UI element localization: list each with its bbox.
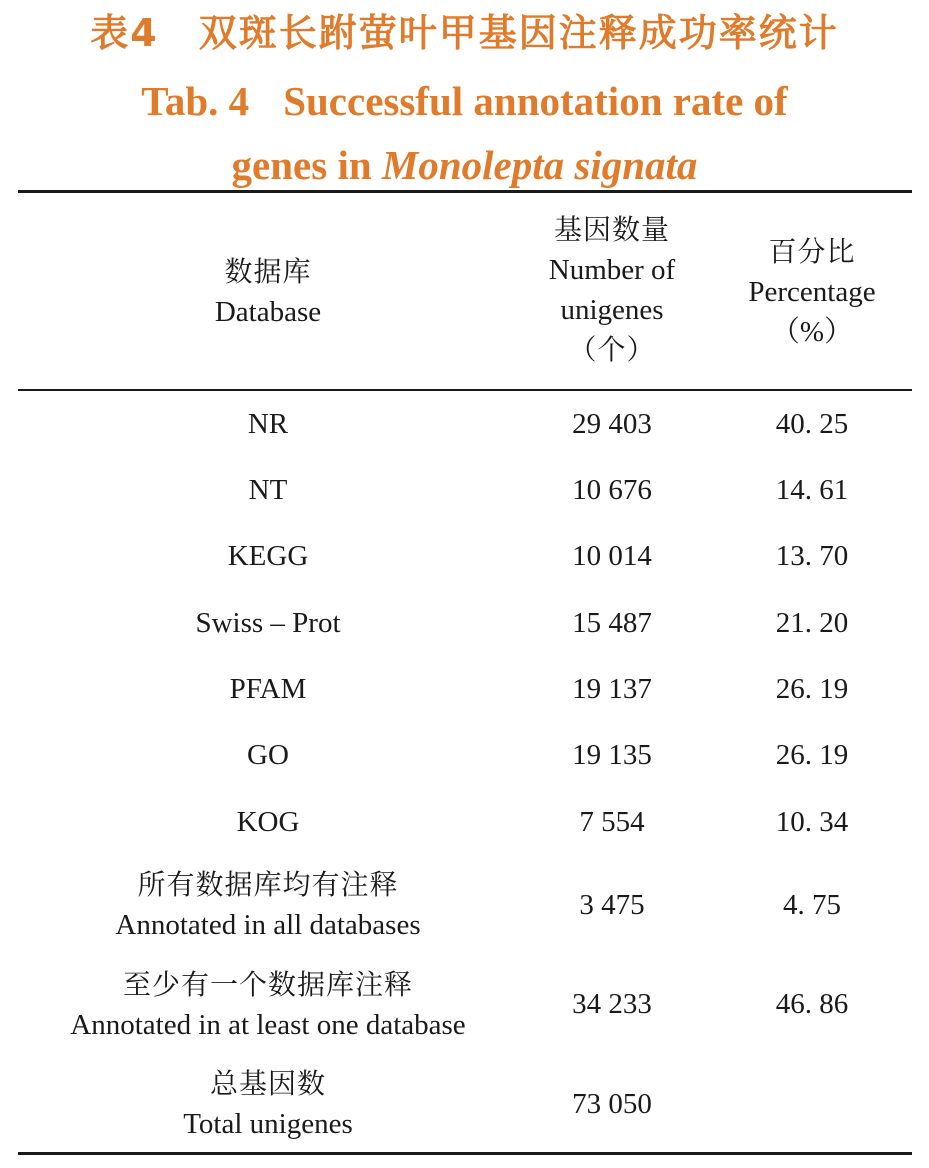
header-percent-cn: 百分比 [768,235,856,268]
header-percent [712,232,912,352]
header-number-cn: 基因数量 [553,213,670,246]
db-name-cn: 总基因数 [209,1067,326,1100]
table-title-english-line2 [0,140,929,190]
table-title-chinese: 表4 双斑长跗萤叶甲基因注释成功率统计 [90,11,839,55]
table-row-number: 73 050 [572,1088,652,1120]
table-row-percent: 40. 25 [775,408,849,440]
table-row-percent: 13. 70 [775,540,849,572]
table-row-percent: 10. 34 [775,806,849,838]
table-row-db [18,865,518,945]
table-row-number: 34 233 [572,988,652,1020]
table-row-number: 19 135 [572,739,652,771]
table-row-percent: 14. 61 [775,474,849,506]
table-row-db: KEGG [227,540,309,572]
table-row-db: KOG [236,806,300,838]
table-title-english-line1 [0,76,929,126]
header-number [512,210,712,370]
table-row-percent: 26. 19 [775,739,849,771]
table-row-db [18,965,518,1045]
table-top-rule [18,190,912,193]
header-database-en: Database [214,296,322,328]
table-row-number: 10 014 [572,540,652,572]
table-row-db: Swiss – Prot [195,607,341,639]
header-database-cn: 数据库 [224,255,312,288]
table-number: Tab. 4 [141,78,250,124]
table-row-number: 19 137 [572,673,652,705]
db-name-en: Annotated in at least one database [70,1009,466,1041]
table-row-db: GO [247,739,289,771]
db-name-en: Total unigenes [183,1108,353,1140]
table-row-number: 15 487 [572,607,652,639]
table-row-db: NR [247,408,289,440]
table-row-db [18,1064,518,1144]
db-name-cn: 所有数据库均有注释 [137,868,399,901]
table-title-text-cont: genes in [231,142,382,188]
table-row-percent: 46. 86 [775,988,849,1020]
table-row-percent: 4. 75 [783,889,841,921]
table-row-number: 29 403 [572,408,652,440]
header-number-en-2: unigenes [560,294,664,326]
header-number-unit: （个） [568,333,656,366]
header-number-en-1: Number of [548,254,676,286]
table-row-db: PFAM [229,673,307,705]
db-name-cn: 至少有一个数据库注释 [122,968,413,1001]
species-name: Monolepta signata [381,142,698,188]
header-database [18,252,518,332]
header-percent-en: Percentage [748,276,876,308]
table-row-number: 10 676 [572,474,652,506]
table-row-number: 7 554 [579,806,645,838]
table-row-percent: 21. 20 [775,607,849,639]
table-title-text: Successful annotation rate of [283,78,788,124]
table-row-number: 3 475 [579,889,645,921]
table-bottom-rule [18,1152,912,1155]
header-percent-unit: （%） [770,316,854,348]
table-row-percent: 26. 19 [775,673,849,705]
header-rule [18,389,912,391]
table-row-db: NT [248,474,288,506]
db-name-en: Annotated in all databases [115,909,421,941]
